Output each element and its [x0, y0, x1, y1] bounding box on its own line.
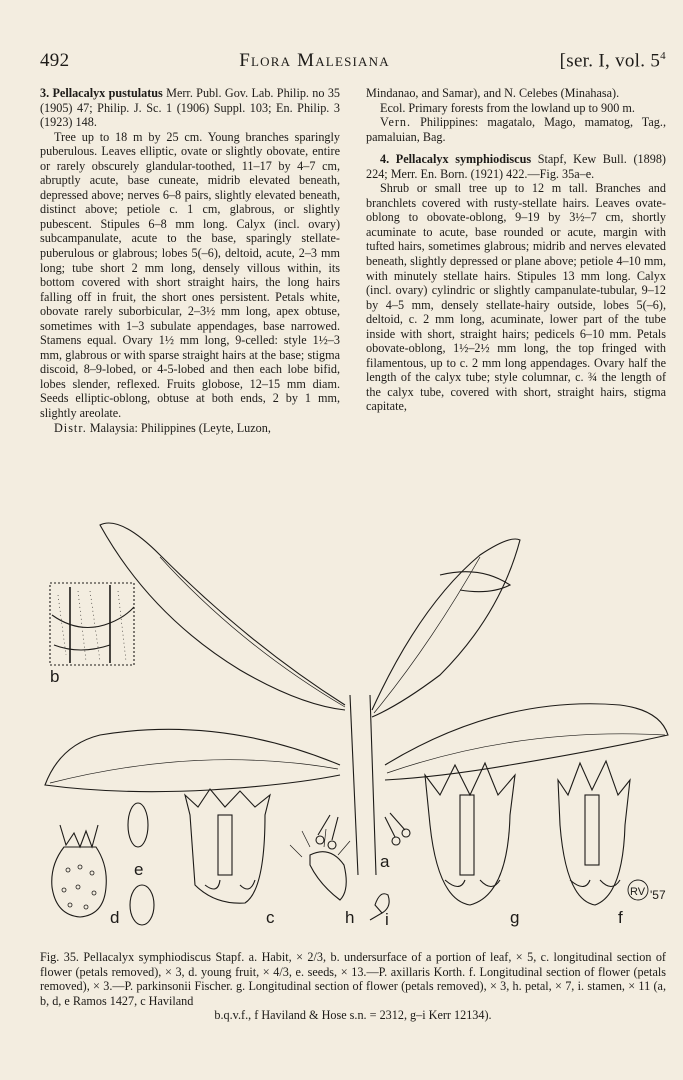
habit-drawing	[45, 523, 668, 875]
journal-title: Flora Malesiana	[239, 50, 390, 72]
leaf-detail-drawing	[50, 583, 134, 665]
ecology: Ecol. Primary forests from the lowland up to 900 m.	[380, 100, 635, 115]
species-4-description: Shrub or small tree up to 12 m tall. Branches and branchlets covered with rusty-stellate hairs. Leaves ovate-oblong to obovate-oblong, 9–19 by 3½–7 cm, shortly acuminate to acute, base rounded or acute, margin with tufted hairs, sometimes glabrous; midrib and nerves elevated beneath, slightly depressed or plane above; petiole 4–10 mm, with minutely stellate hairs. Stipules 13 mm long. Calyx (incl. ovary) cylindric or slightly campanulate-tubular, 9–12 by 4–5 mm, densely stellate-hairy outside, lobes 5(–6), deltoid, c. 2 mm long, acuminate, lower part of the tube inside with short, straight hairs; pedicels 6–10 mm. Petals obovate-oblong, 1½–2½ mm long, the top fringed with filamentous, up to c. 2 mm long appendages. Ovary half the length of the calyx tube; style columnar, c. ¾ the length of the calyx tube, covered with short, straight hairs, stigma capitate,	[366, 181, 666, 414]
fig-label-b: b	[50, 667, 60, 686]
botanical-illustration	[40, 495, 670, 935]
distr-text: Malaysia: Philippines (Leyte, Luzon,	[86, 420, 271, 435]
fig-label-f: f	[618, 908, 623, 927]
fig-label-c: c	[266, 908, 275, 927]
species-3-heading: 3. Pellacalyx pustulatus	[40, 86, 163, 100]
left-column	[40, 86, 340, 435]
vern-label: Vern.	[380, 115, 412, 130]
distr-continued: Mindanao, and Samar), and N. Celebes (Minahasa).	[366, 86, 620, 100]
artist-year: '57	[650, 888, 666, 902]
petal-drawing	[290, 829, 350, 900]
fig-label-h: h	[345, 908, 355, 927]
artist-monogram: RV	[630, 886, 646, 898]
flower-section-f-drawing	[558, 761, 648, 905]
caption-line-1: Fig. 35. Pellacalyx symphiodiscus Stapf. a. Habit, × 2/3, b. undersurface of a portion of leaf, × 5, c. longitudinal section of flower (petals removed), × 3, d. young fruit, × 4/3, e. seeds, × 13.—P. axillaris Korth. f. Longitudinal section of flower (petals removed), × 3.—P. parkinsonii Fischer. g. Longitudinal section of flower (petals removed), × 3, h. petal, × 7, i. stamen, × 11 (a, b, d, e Ramos 1427, c Haviland	[40, 950, 666, 1008]
species-4-entry	[366, 152, 666, 181]
vern-text: Philippines: magatalo, Mago, mamatog, Tag., pamaluian, Bag.	[366, 115, 666, 144]
distr-label: Distr.	[54, 420, 87, 435]
fruit-drawing	[52, 825, 107, 917]
series-sup: 4	[660, 50, 666, 62]
flower-section-c-drawing	[185, 789, 270, 903]
page-number: 492	[40, 50, 70, 72]
figure-caption	[40, 950, 666, 1023]
species-3-description: Tree up to 18 m by 25 cm. Young branches sparingly puberulous. Leaves elliptic, ovate or slightly obovate, entire or rarely obscurely glandular-toothed, 11–17 by 4–7 cm, abruptly acute, base cuneate, midrib elevated beneath, depressed above; nerves 6–8 pairs, slightly elevated beneath, distinct above; petiole c. 1 cm, glabrous, or slightly pubescent. Stipules 6–8 mm long. Calyx (incl. ovary) subcampanulate, acute to the base, sparingly stellate-puberulous or glabrous; lobes 5(–6), deltoid, acute, 2–3 mm long; tube short 2 mm long, densely villous within, its bottom covered with short straight hairs, the long hairs falling off in fruit, the short ones persistent. Petals white, obovate rarely suborbicular, 2–3½ mm long, apex obtuse, sometimes with 1–3 subulate appendages, base narrowed. Stamens equal. Ovary 1½ mm long, 9-celled: style 1½–3 mm, glabrous or with sparse straight hairs at the base; stigma discoid, 8–9-lobed, or 4-5-lobed and then each lobe bifid, lobes slender, reflexed. Fruits globose, 12–15 mm diam. Seeds elliptic-oblong, obtuse at both ends, 2 by 1 mm, slightly areolate.	[40, 129, 340, 421]
right-column	[366, 86, 666, 414]
fig-label-d: d	[110, 908, 120, 927]
species-4-heading: 4. Pellacalyx symphiodiscus	[380, 152, 532, 167]
series-volume	[560, 50, 666, 72]
fig-label-e: e	[134, 860, 144, 879]
series-text: [ser. I, vol. 5	[559, 50, 661, 72]
vernacular	[366, 115, 666, 144]
fig-label-g: g	[510, 908, 520, 927]
species-3-entry	[40, 86, 340, 130]
fig-label-i: i	[385, 910, 389, 929]
species-4-citation: Stapf, Kew Bull. (1898) 224; Merr. En. Born. (1921) 422.—Fig. 35a–e.	[366, 152, 666, 181]
illustration-svg	[40, 495, 670, 935]
caption-line-2: b.q.v.f., f Haviland & Hose s.n. = 2312, g–i Kerr 12134).	[214, 1008, 492, 1023]
page-header	[40, 50, 666, 74]
fig-label-a: a	[380, 852, 390, 871]
species-3-distribution	[40, 421, 340, 436]
species-3-citation: Merr. Publ. Gov. Lab. Philip. no 35 (1905) 47; Philip. J. Sc. 1 (1906) Suppl. 103; En. Philip. 3 (1923) 148.	[40, 86, 341, 130]
flower-section-g-drawing	[425, 763, 515, 905]
